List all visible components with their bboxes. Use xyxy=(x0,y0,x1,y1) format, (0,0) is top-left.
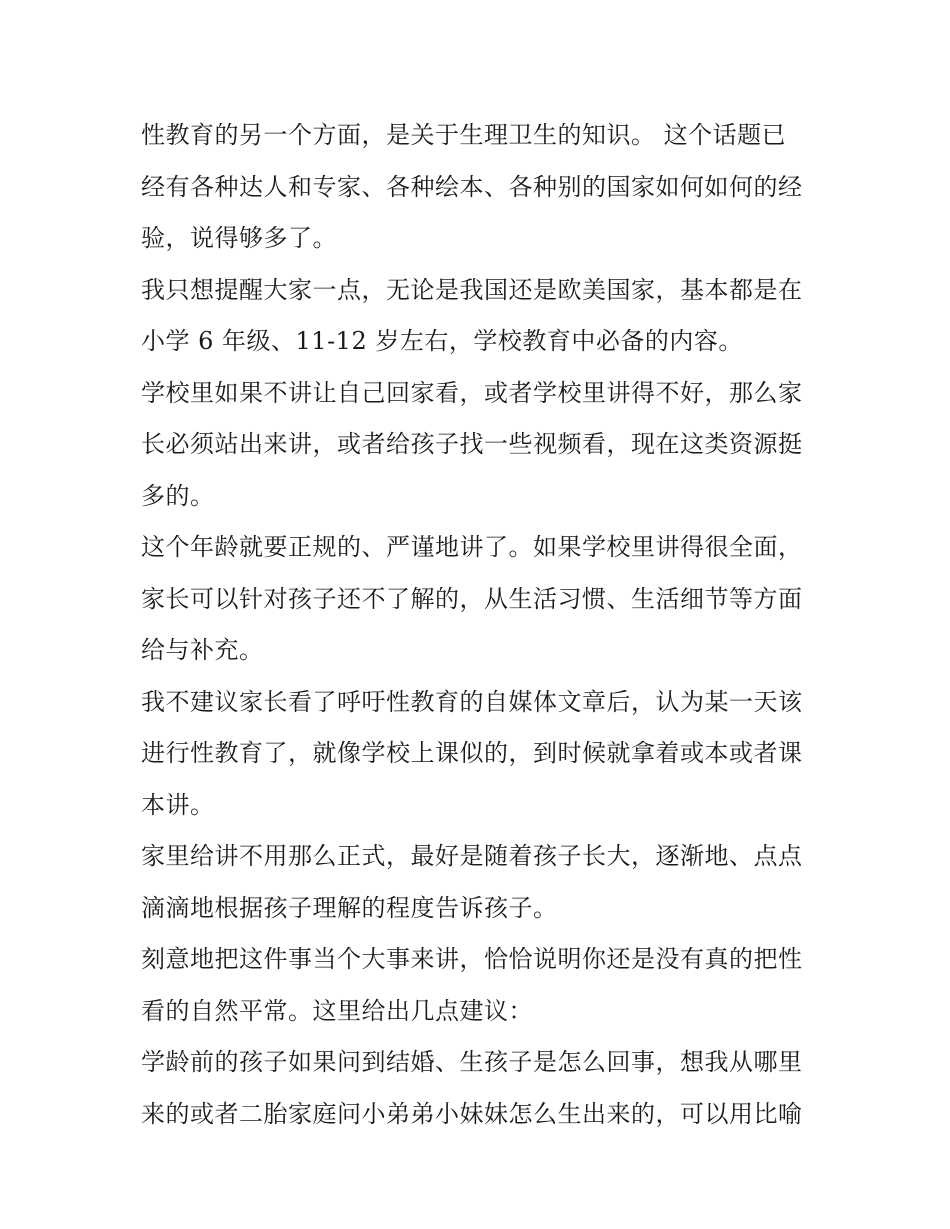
document-body xyxy=(141,110,813,1140)
text-line: 性教育的另一个方面，是关于生理卫生的知识。 这个话题已 xyxy=(141,121,787,149)
paragraph-8 xyxy=(141,1037,813,1140)
paragraph-3 xyxy=(141,368,813,523)
paragraph-6 xyxy=(141,831,813,934)
paragraph-7 xyxy=(141,934,813,1037)
text-line: 刻意地把这件事当个大事来讲，恰恰说明你还是没有真的把性 xyxy=(141,945,803,973)
text-line: 经有各种达人和专家、各种绘本、各种别的国家如何如何的经 xyxy=(141,172,803,201)
text-line: 进行性教育了，就像学校上课似的，到时候就拿着或本或者课 xyxy=(141,739,803,767)
text-line: 家长可以针对孩子还不了解的，从生活习惯、生活细节等方面 xyxy=(141,584,803,613)
text-line: 学校里如果不讲让自己回家看，或者学校里讲得不好，那么家 xyxy=(141,378,803,407)
text-line: 给与补充。 xyxy=(141,636,264,664)
text-line: 多的。 xyxy=(141,481,215,510)
text-line: 本讲。 xyxy=(141,790,215,819)
paragraph-2 xyxy=(141,265,813,368)
text-line: 看的自然平常。这里给出几点建议： xyxy=(141,996,533,1025)
text-line: 这个年龄就要正规的、严谨地讲了。如果学校里讲得很全面， xyxy=(141,533,803,561)
text-line: 家里给讲不用那么正式，最好是随着孩子长大，逐渐地、点点 xyxy=(141,842,803,870)
paragraph-4 xyxy=(141,522,813,677)
text-line: 滴滴地根据孩子理解的程度告诉孩子。 xyxy=(141,893,558,922)
text-line: 我不建议家长看了呼吁性教育的自媒体文章后，认为某一天该 xyxy=(141,687,803,716)
text-line: 验，说得够多了。 xyxy=(141,224,337,252)
paragraph-5 xyxy=(141,677,813,832)
paragraph-1 xyxy=(141,110,813,265)
text-line: 小学 6 年级、11-12 岁左右，学校教育中必备的内容。 xyxy=(141,327,743,355)
text-line: 长必须站出来讲，或者给孩子找一些视频看，现在这类资源挺 xyxy=(141,430,803,458)
text-line: 来的或者二胎家庭问小弟弟小妹妹怎么生出来的，可以用比喻 xyxy=(141,1099,803,1128)
text-line: 学龄前的孩子如果问到结婚、生孩子是怎么回事，想我从哪里 xyxy=(141,1048,803,1076)
text-line: 我只想提醒大家一点，无论是我国还是欧美国家，基本都是在 xyxy=(141,275,803,304)
